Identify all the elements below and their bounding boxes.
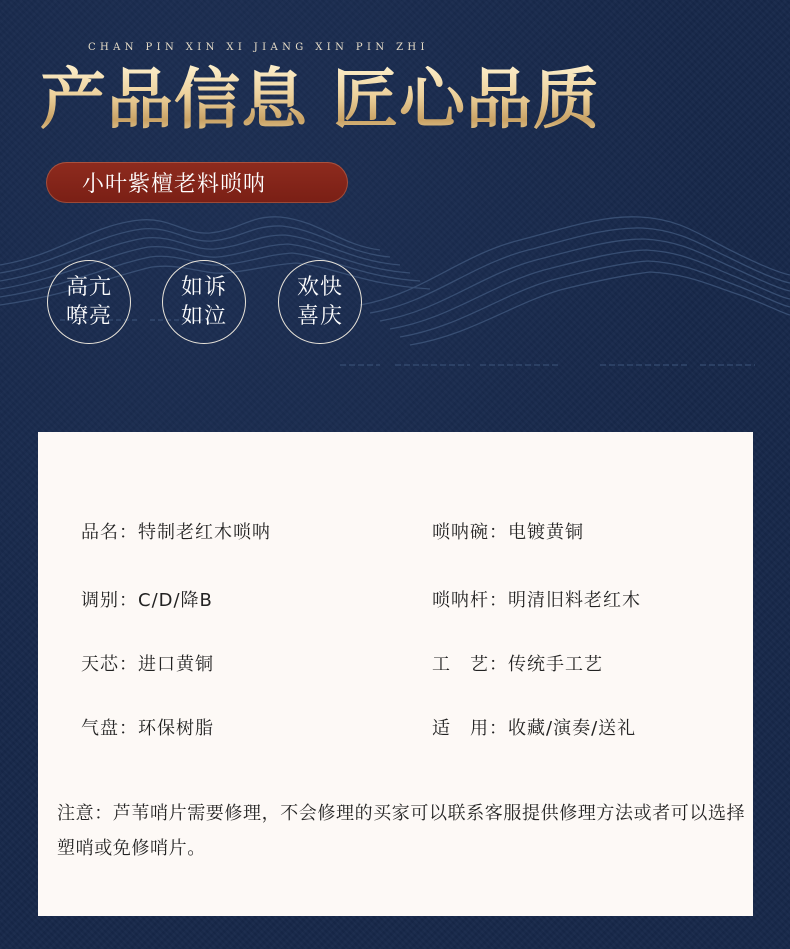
- spec-key: 调别：: [81, 590, 138, 611]
- spec-value: 传统手工艺: [508, 654, 603, 675]
- feature-badge-3-line-2: 喜庆: [296, 304, 343, 329]
- spec-row-disc: [81, 714, 214, 740]
- spec-row-core: [81, 650, 214, 676]
- spec-value: 收藏/演奏/送礼: [508, 718, 637, 739]
- feature-badge-3-line-1: 欢快: [296, 275, 343, 300]
- spec-key: 气盘：: [81, 718, 138, 739]
- product-info-card: [38, 432, 753, 916]
- spec-row-bell: [432, 518, 584, 544]
- feature-badge-2-line-1: 如诉: [180, 275, 227, 300]
- feature-badge-3: [278, 260, 362, 344]
- pinyin-caption: CHAN PIN XIN XI JIANG XIN PIN ZHI: [88, 42, 429, 53]
- spec-value: 特制老红木唢呐: [138, 522, 271, 543]
- spec-key: 唢呐杆：: [432, 590, 508, 611]
- spec-value: 环保树脂: [138, 718, 214, 739]
- spec-row-product-name: [81, 518, 271, 544]
- page-title: 产品信息 匠心品质: [40, 60, 660, 140]
- spec-row-body: [432, 586, 641, 612]
- spec-key: 唢呐碗：: [432, 522, 508, 543]
- feature-badge-2-line-2: 如泣: [180, 304, 227, 329]
- feature-badge-1: [47, 260, 131, 344]
- spec-value: C/D/降B: [138, 590, 213, 611]
- product-name-label: 小叶紫檀老料唢呐: [82, 172, 267, 197]
- product-name-pill: [46, 162, 348, 203]
- feature-badge-1-line-2: 嘹亮: [65, 304, 112, 329]
- feature-badge-1-line-1: 高亢: [65, 275, 112, 300]
- spec-value: 电镀黄铜: [508, 522, 584, 543]
- spec-row-usage: [432, 714, 636, 740]
- spec-row-craft: [432, 650, 603, 676]
- spec-row-key: [81, 586, 213, 612]
- spec-value: 进口黄铜: [138, 654, 214, 675]
- spec-value: 明清旧料老红木: [508, 590, 641, 611]
- spec-key: 工 艺：: [432, 654, 508, 675]
- care-note: 注意：芦苇哨片需要修理，不会修理的买家可以联系客服提供修理方法或者可以选择塑哨或免修哨片。: [57, 803, 746, 859]
- feature-badge-2: [162, 260, 246, 344]
- spec-key: 品名：: [81, 522, 138, 543]
- spec-key: 适 用：: [432, 718, 508, 739]
- spec-key: 天芯：: [81, 654, 138, 675]
